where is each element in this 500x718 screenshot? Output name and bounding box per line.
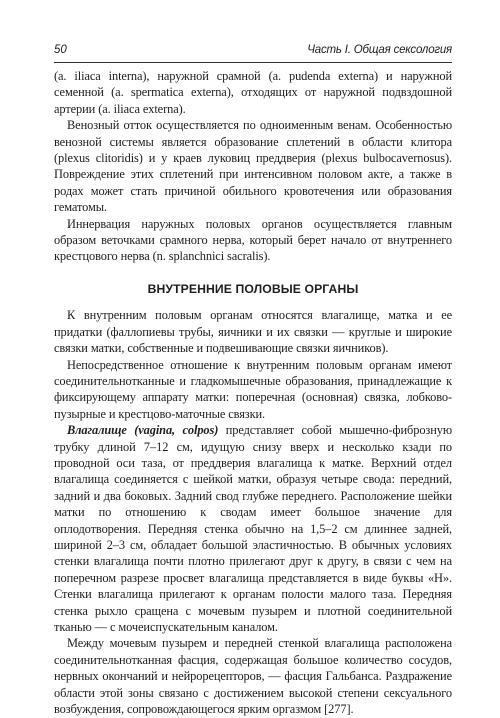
header-rule xyxy=(54,62,452,63)
vagina-description: представляет собой мышечно-фиброзную трубку длиной 7–12 см, идущую снизу вверх и несколько кзади по проводной оси таза, от преддверия влагалища к матке. Верхний отдел влагалища соединяется с шейкой матки, образуя четыре свода: передний, задний и два боковых. Задний свод глубже переднего. Расположение шейки матки по отношению к сводам имеет большое значение для оплодотворения. Передняя стенка обычно на 1,5–2 см длиннее задней, шириной 2–3 см, обладает большой эластичностью. В обычных условиях стенки влагалища почти плотно прилегают друг к другу, в связи с чем на поперечном разрезе просвет влагалища представляется в виде буквы «Н». Стенки влагалища прилегают к органам полости малого таза. Передняя стенка рыхло сращена с мочевым пузырем и плотной соединительной тканью — с мочеиспускательным каналом. xyxy=(54,423,452,634)
paragraph-ligaments: Непосредственное отношение к внутренним половым органам имеют соединительнотканные и гладкомышечные образования, принадлежащие к фиксирующему аппарату матки: поперечная (основная) связка, лобково-пузырные и крестцово-маточные связки. xyxy=(54,357,452,421)
term-vagina: Влагалище (vagina, colpos) xyxy=(67,423,219,438)
running-head: Часть I. Общая сексология xyxy=(307,44,452,56)
page-number: 50 xyxy=(54,44,67,56)
page-body xyxy=(54,68,452,717)
paragraph-fascia: Между мочевым пузырем и передней стенкой влагалища расположена соединительнотканная фасция, содержащая большое количество сосудов, нервных окончаний и нейрорецепторов, — фасция Гальбанса. Раздражение области этой зоны связано с достижением высокой степени сексуального возбуждения, сопровождающегося ярким оргазмом [277]. xyxy=(54,636,452,717)
paragraph-venous: Венозный отток осуществляется по одноименным венам. Особенностью венозной системы является образование сплетений в области клитора (plexus clitoridis) и у краев луковиц преддверия (plexus bulbocavernosus). Повреждение этих сплетений при интенсивном половом акте, а также в родах может стать причиной обильного кровотечения или образования гематомы. xyxy=(54,118,452,215)
section-heading: ВНУТРЕННИЕ ПОЛОВЫЕ ОРГАНЫ xyxy=(147,281,359,296)
paragraph-vagina xyxy=(54,422,452,635)
paragraph-internal-organs: К внутренним половым органам относятся влагалище, матка и ее придатки (фаллопиевы трубы, яичники и их связки — круглые и широкие связки матки, собственные и подвешивающие связки яичников). xyxy=(54,308,452,356)
paragraph-arteries: (a. iliaca interna), наружной срамной (a. pudenda externa) и наружной семенной (a. spermatica externa), отходящих от наружной подвздошной артерии (a. iliaca externa). xyxy=(54,69,452,116)
page-header xyxy=(54,44,452,60)
paragraph-innervation: Иннервация наружных половых органов осуществляется главным образом веточками срамного нерва, который берет начало от внутреннего крестцового нерва (n. splanchnici sacralis). xyxy=(54,216,452,264)
